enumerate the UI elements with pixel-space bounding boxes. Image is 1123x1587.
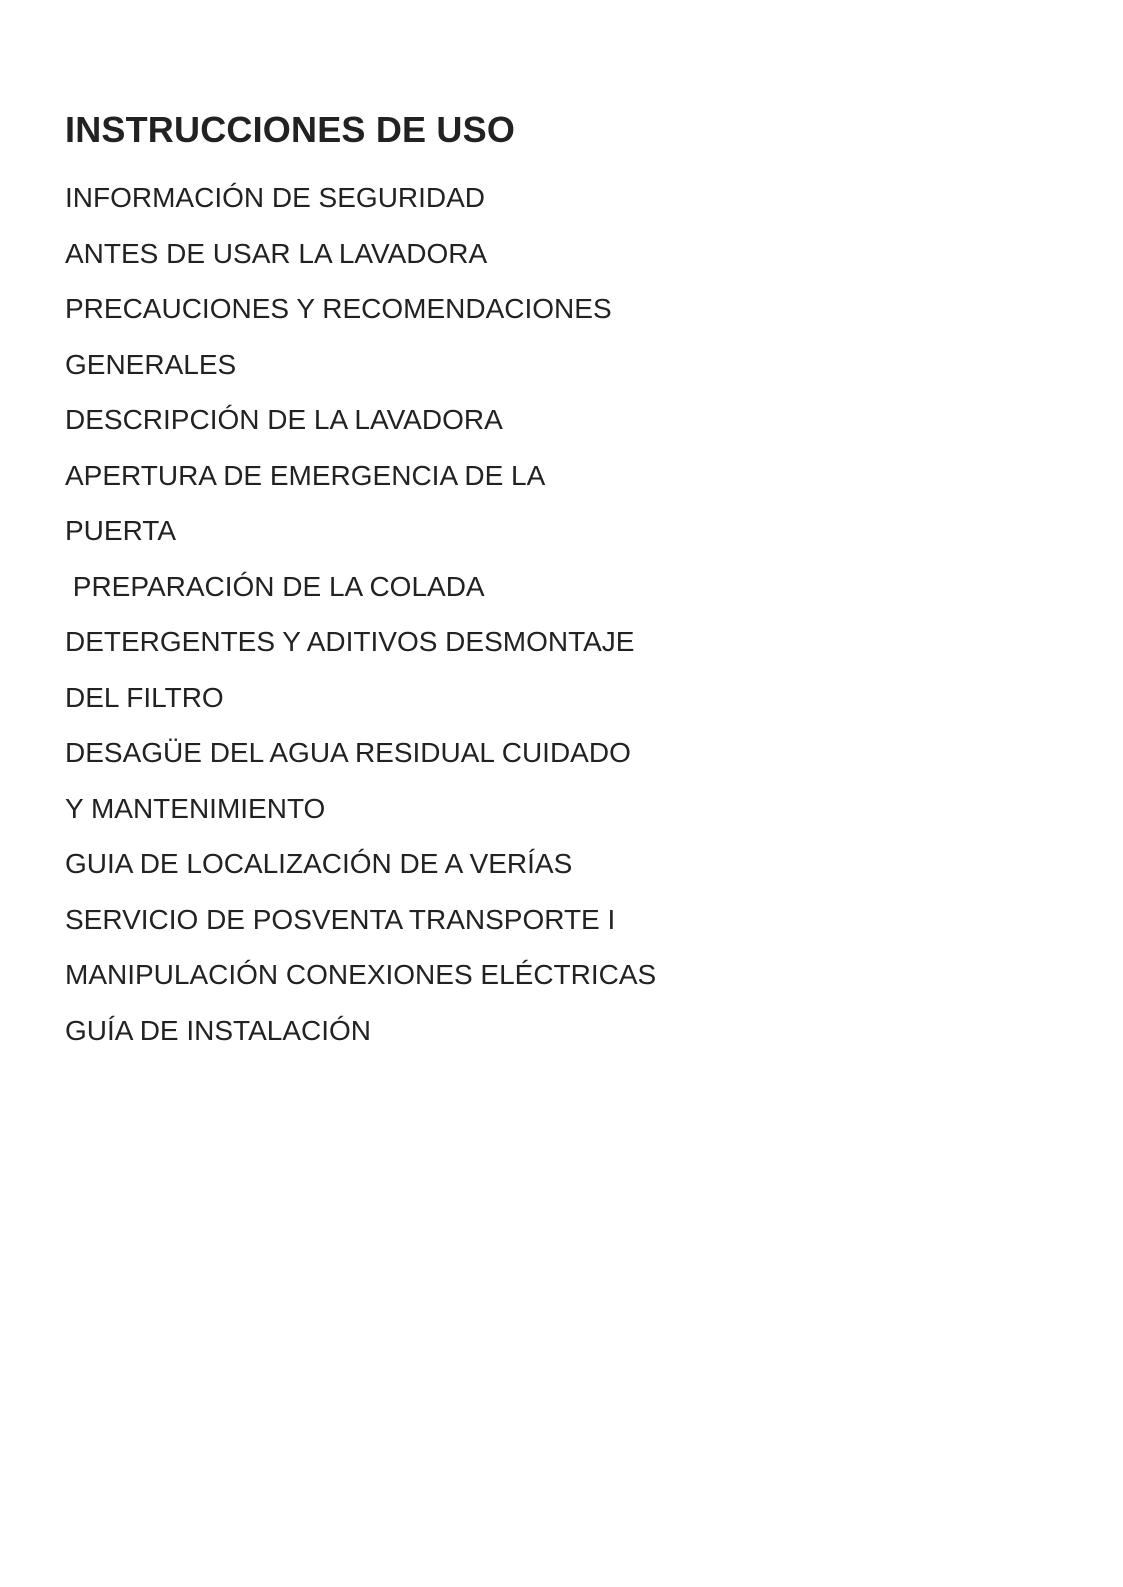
document-page (65, 108, 965, 1058)
toc-line: APERTURA DE EMERGENCIA DE LA (65, 459, 546, 491)
toc-line: DESAGÜE DEL AGUA RESIDUAL CUIDADO (65, 737, 631, 768)
toc-line: PRECAUCIONES Y RECOMENDACIONES (65, 293, 612, 324)
table-of-contents (65, 170, 965, 1058)
toc-line: GUÍA DE INSTALACIÓN (65, 1014, 371, 1046)
document-title: INSTRUCCIONES DE USO (65, 109, 516, 150)
toc-line: PREPARACIÓN DE LA COLADA (65, 570, 485, 602)
toc-line: INFORMACIÓN DE SEGURIDAD (65, 182, 486, 213)
toc-line: DEL FILTRO (65, 681, 224, 713)
toc-line: PUERTA (65, 515, 176, 546)
toc-line: GUIA DE LOCALIZACIÓN DE A VERÍAS (65, 848, 573, 879)
toc-line: SERVICIO DE POSVENTA TRANSPORTE I (65, 903, 616, 935)
toc-line: DETERGENTES Y ADITIVOS DESMONTAJE (65, 626, 635, 657)
toc-line: MANIPULACIÓN CONEXIONES ELÉCTRICAS (65, 959, 657, 990)
toc-line: GENERALES (65, 348, 237, 380)
toc-line: DESCRIPCIÓN DE LA LAVADORA (65, 404, 503, 435)
toc-line: Y MANTENIMIENTO (65, 792, 326, 824)
toc-line: ANTES DE USAR LA LAVADORA (65, 237, 488, 269)
